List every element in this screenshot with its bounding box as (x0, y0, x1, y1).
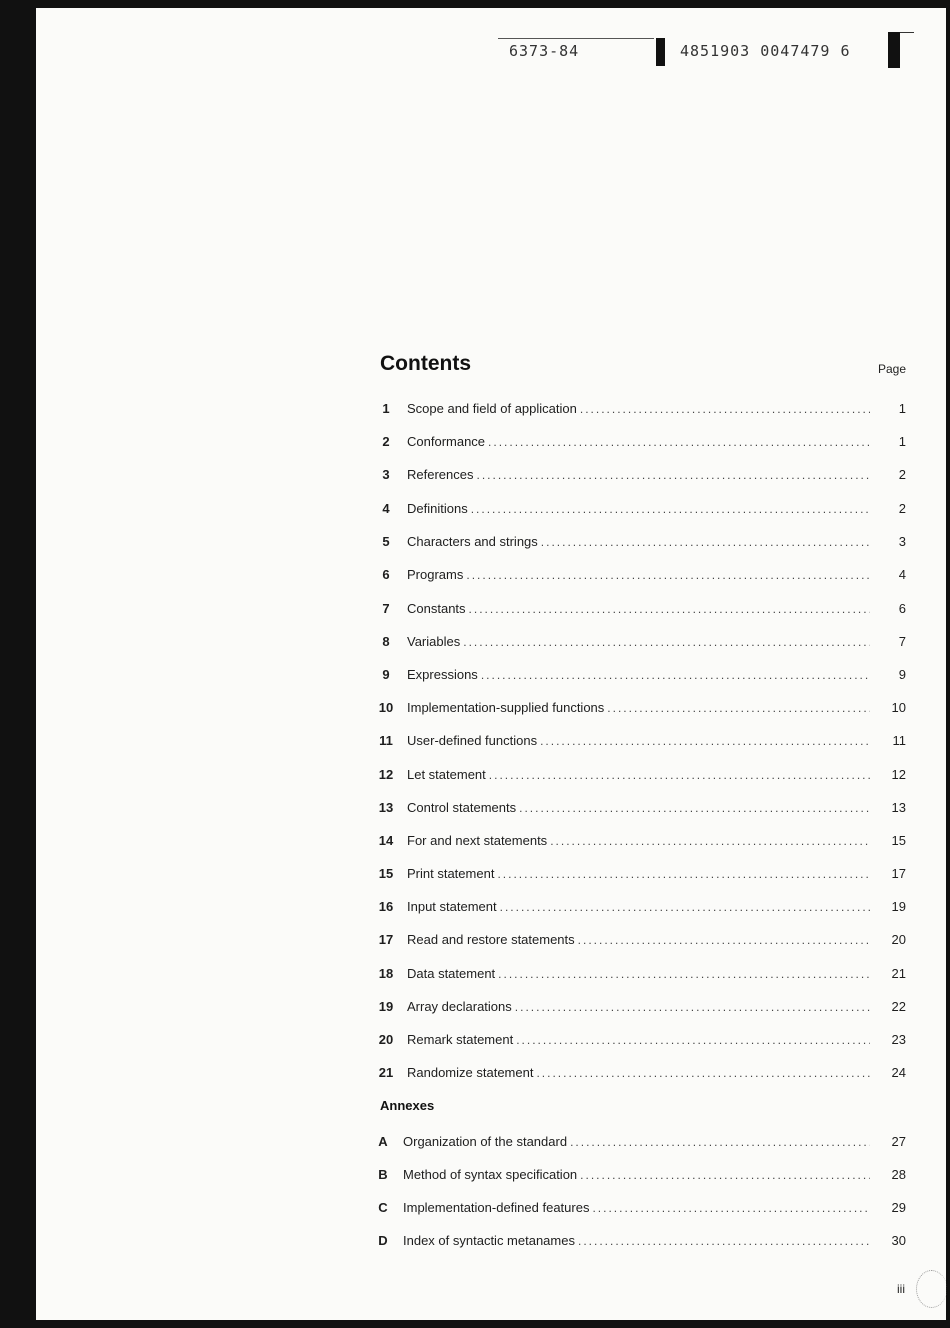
toc-entry-2[interactable] (376, 433, 906, 451)
entry-number: 20 (378, 1032, 394, 1047)
entry-number: 19 (378, 999, 394, 1014)
entry-title: Conformance (407, 434, 486, 449)
annex-letter: C (378, 1200, 388, 1215)
entry-title: Let statement (407, 767, 486, 782)
entry-number: 17 (378, 932, 394, 947)
entry-number: 7 (382, 601, 390, 616)
dot-leader (488, 433, 870, 451)
entry-title: Remark statement (407, 1032, 514, 1047)
annex-title: Index of syntactic metanames (403, 1233, 575, 1248)
dot-leader (540, 732, 870, 750)
dot-leader (466, 566, 870, 584)
document-code-right: 4851903 0047479 6 (680, 42, 851, 60)
entry-title: Programs (407, 567, 464, 582)
entry-number: 5 (382, 534, 390, 549)
dot-leader (578, 1232, 870, 1250)
entry-number: 9 (382, 667, 390, 682)
annex-page: 29 (891, 1200, 906, 1215)
entry-title: Control statements (407, 800, 517, 815)
entry-number: 6 (382, 567, 390, 582)
entry-page: 4 (898, 567, 906, 582)
toc-entry-5[interactable] (376, 533, 906, 551)
entry-title: Characters and strings (407, 534, 538, 549)
entry-number: 14 (378, 833, 394, 848)
stamp-mark (916, 1270, 947, 1308)
dot-leader (498, 965, 870, 983)
dot-leader (519, 799, 870, 817)
entry-page: 7 (898, 634, 906, 649)
entry-page: 9 (898, 667, 906, 682)
toc-entry-14[interactable] (376, 832, 906, 850)
annex-title: Implementation-defined features (403, 1200, 590, 1215)
entry-title: Variables (407, 634, 461, 649)
toc-entry-9[interactable] (376, 666, 906, 684)
entry-page: 24 (891, 1065, 906, 1080)
toc-entry-4[interactable] (376, 500, 906, 518)
entry-page: 1 (898, 434, 906, 449)
entry-title: Constants (407, 601, 466, 616)
entry-number: 3 (382, 467, 390, 482)
annex-page: 27 (891, 1134, 906, 1149)
dot-leader (489, 766, 870, 784)
toc-entry-8[interactable] (376, 633, 906, 651)
entry-number: 1 (382, 401, 390, 416)
toc-entry-20[interactable] (376, 1031, 906, 1049)
toc-entry-17[interactable] (376, 931, 906, 949)
entry-page: 17 (891, 866, 906, 881)
entry-number: 12 (378, 767, 394, 782)
toc-annex-a[interactable] (376, 1133, 906, 1151)
dot-leader (476, 466, 870, 484)
dot-leader (580, 400, 870, 418)
document-page (36, 8, 946, 1320)
entry-page: 21 (891, 966, 906, 981)
entry-title: Array declarations (407, 999, 512, 1014)
header-rule (498, 38, 654, 39)
toc-annex-c[interactable] (376, 1199, 906, 1217)
entry-number: 11 (379, 733, 393, 748)
page-number: iii (897, 1282, 905, 1296)
toc-entry-15[interactable] (376, 865, 906, 883)
toc-entry-1[interactable] (376, 400, 906, 418)
entry-title: Expressions (407, 667, 478, 682)
entry-page: 6 (898, 601, 906, 616)
annex-title: Organization of the standard (403, 1134, 568, 1149)
entry-page: 1 (898, 401, 906, 416)
entry-page: 11 (892, 733, 906, 748)
toc-entry-6[interactable] (376, 566, 906, 584)
entry-number: 15 (378, 866, 394, 881)
entry-page: 2 (898, 501, 906, 516)
entry-page: 12 (891, 767, 906, 782)
dot-leader (550, 832, 870, 850)
toc-annex-b[interactable] (376, 1166, 906, 1184)
annex-page: 28 (891, 1167, 906, 1182)
dot-leader (592, 1199, 870, 1217)
toc-entry-3[interactable] (376, 466, 906, 484)
toc-entry-18[interactable] (376, 965, 906, 983)
entry-number: 13 (378, 800, 394, 815)
entry-page: 19 (891, 899, 906, 914)
dot-leader (516, 1031, 870, 1049)
entry-title: User-defined functions (407, 733, 538, 748)
dot-leader (463, 633, 870, 651)
entry-number: 8 (382, 634, 390, 649)
barcode-mark-right (888, 32, 900, 68)
entry-title: Print statement (407, 866, 495, 881)
annex-title: Method of syntax specification (403, 1167, 578, 1182)
entry-number: 10 (378, 700, 394, 715)
entry-title: Definitions (407, 501, 468, 516)
dot-leader (607, 699, 870, 717)
entry-title: References (407, 467, 474, 482)
dot-leader (515, 998, 870, 1016)
entry-title: Scope and field of application (407, 401, 577, 416)
entry-page: 2 (898, 467, 906, 482)
toc-entry-12[interactable] (376, 766, 906, 784)
toc-entry-16[interactable] (376, 898, 906, 916)
entry-title: Implementation-supplied functions (407, 700, 605, 715)
toc-entry-7[interactable] (376, 600, 906, 618)
entry-page: 23 (891, 1032, 906, 1047)
dot-leader (541, 533, 870, 551)
page-column-label: Page (878, 362, 907, 376)
dot-leader (536, 1064, 870, 1082)
entry-title: Input statement (407, 899, 497, 914)
annexes-heading: Annexes (380, 1098, 435, 1113)
dot-leader (500, 898, 870, 916)
dot-leader (570, 1133, 870, 1151)
entry-page: 13 (891, 800, 906, 815)
toc-entry-11[interactable] (376, 732, 906, 750)
entry-title: Data statement (407, 966, 496, 981)
entry-number: 4 (382, 501, 390, 516)
dot-leader (578, 931, 870, 949)
dot-leader (469, 600, 870, 618)
entry-number: 18 (378, 966, 394, 981)
entry-number: 16 (378, 899, 394, 914)
annex-letter: D (378, 1233, 388, 1248)
entry-number: 2 (382, 434, 390, 449)
document-code-left: 6373-84 (509, 42, 580, 60)
dot-leader (580, 1166, 870, 1184)
entry-page: 3 (898, 534, 906, 549)
entry-title: Randomize statement (407, 1065, 534, 1080)
entry-page: 15 (891, 833, 906, 848)
entry-title: For and next statements (407, 833, 548, 848)
annex-letter: B (378, 1167, 388, 1182)
entry-number: 21 (378, 1065, 394, 1080)
contents-title: Contents (380, 352, 471, 375)
toc-entry-13[interactable] (376, 799, 906, 817)
entry-page: 20 (891, 932, 906, 947)
toc-annex-d[interactable] (376, 1232, 906, 1250)
dot-leader (497, 865, 870, 883)
entry-page: 22 (891, 999, 906, 1014)
entry-title: Read and restore statements (407, 932, 575, 947)
toc-entry-21[interactable] (376, 1064, 906, 1082)
dot-leader (471, 500, 870, 518)
entry-page: 10 (891, 700, 906, 715)
barcode-mark-left (656, 38, 665, 66)
annex-page: 30 (891, 1233, 906, 1248)
dot-leader (481, 666, 870, 684)
toc-entry-19[interactable] (376, 998, 906, 1016)
toc-entry-10[interactable] (376, 699, 906, 717)
annex-letter: A (378, 1134, 388, 1149)
